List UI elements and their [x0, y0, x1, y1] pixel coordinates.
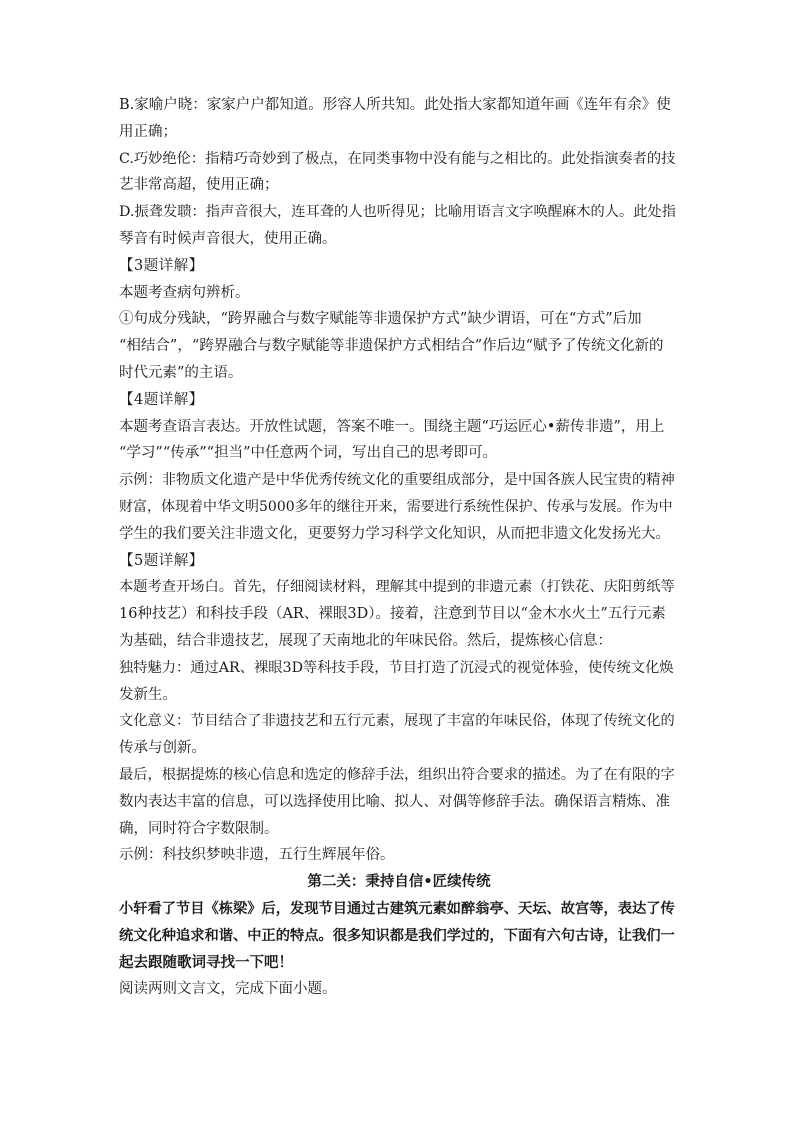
- document-body: [119, 92, 679, 1003]
- text-line: 确，同时符合字数限制。: [119, 820, 279, 837]
- text-line: 财富，体现着中华文明5000多年的继往开来，需要进行系统性保护、传承与发展。作为中: [119, 498, 673, 515]
- text-line: 本题考查开场白。首先，仔细阅读材料，理解其中提到的非遗元素（打铁花、庆阳剪纸等: [119, 579, 675, 596]
- text-line: 阅读两则文言文，完成下面小题。: [119, 981, 337, 998]
- text-line: 学生的我们要关注非遗文化，更要努力学习科学文化知识，从而把非遗文化发扬光大。: [119, 525, 670, 542]
- text-line: B.家喻户晓：家家户户都知道。形容人所共知。此处指大家都知道年画《连年有余》使: [119, 97, 671, 113]
- text-line: 传承与创新。: [119, 740, 206, 757]
- text-line: 为基础，结合非遗技艺，展现了天南地北的年味民俗。然后，提炼核心信息：: [119, 632, 612, 649]
- text-line: D.振聋发聩：指声音很大，连耳聋的人也听得见；比喻用语言文字唤醒麻木的人。此处指: [119, 204, 676, 221]
- text-line: 独特魅力：通过AR、裸眼3D等科技手段，节目打造了沉浸式的视觉体验，使传统文化焕: [119, 659, 674, 676]
- section-title: 第二关：秉持自信•匠续传统: [307, 874, 491, 891]
- text-line: 发新生。: [119, 686, 177, 703]
- text-line: 艺非常高超，使用正确；: [119, 177, 279, 194]
- text-line: 16种技艺）和科技手段（AR、裸眼3D）。接着，注意到节目以“金木水火土”五行元素: [119, 606, 666, 623]
- text-line: 时代元素”的主语。: [119, 364, 243, 381]
- question-5-heading: 【5题详解】: [119, 552, 204, 569]
- question-3-heading: 【3题详解】: [119, 257, 204, 274]
- text-line: C.巧妙绝伦：指精巧奇妙到了极点，在同类事物中没有能与之相比的。此处指演奏者的技: [119, 150, 676, 167]
- text-line: 示例：非物质文化遗产是中华优秀传统文化的重要组成部分，是中国各族人民宝贵的精神: [119, 472, 675, 489]
- bold-intro-line: 小轩看了节目《栋梁》后，发现节目通过古建筑元素如醉翁亭、天坛、故宫等，表达了传: [119, 900, 675, 917]
- text-line: 示例：科技织梦映非遗，五行生辉展年俗。: [119, 847, 395, 864]
- text-line: “相结合”，“跨界融合与数字赋能等非遗保护方式相结合”作后边“赋予了传统文化新的: [119, 338, 664, 355]
- text-line: 琴音有时候声音很大，使用正确。: [119, 230, 337, 247]
- bold-intro-line: 起去跟随歌词寻找一下吧！: [119, 954, 293, 971]
- bold-intro-line: 统文化种追求和谐、中正的特点。很多知识都是我们学过的，下面有六句古诗，让我们一: [119, 927, 675, 944]
- text-line: 最后，根据提炼的核心信息和选定的修辞手法，组织出符合要求的描述。为了在有限的字: [119, 766, 675, 783]
- text-line: “学习”“传承”“担当”中任意两个词，写出自己的思考即可。: [119, 445, 497, 462]
- text-line: 本题考查病句辨析。: [119, 284, 250, 301]
- text-line: 文化意义：节目结合了非遗技艺和五行元素，展现了丰富的年味民俗，体现了传统文化的: [119, 713, 675, 730]
- text-line: ①句成分残缺，“跨界融合与数字赋能等非遗保护方式”缺少谓语，可在“方式”后加: [119, 311, 642, 328]
- question-4-heading: 【4题详解】: [119, 391, 204, 408]
- text-line: 数内表达丰富的信息，可以选择使用比喻、拟人、对偶等修辞手法。确保语言精炼、准: [119, 793, 670, 810]
- text-line: 用正确；: [119, 123, 177, 140]
- text-line: 本题考查语言表达。开放性试题，答案不唯一。围绕主题“巧运匠心•薪传非遗”，用上: [119, 418, 665, 435]
